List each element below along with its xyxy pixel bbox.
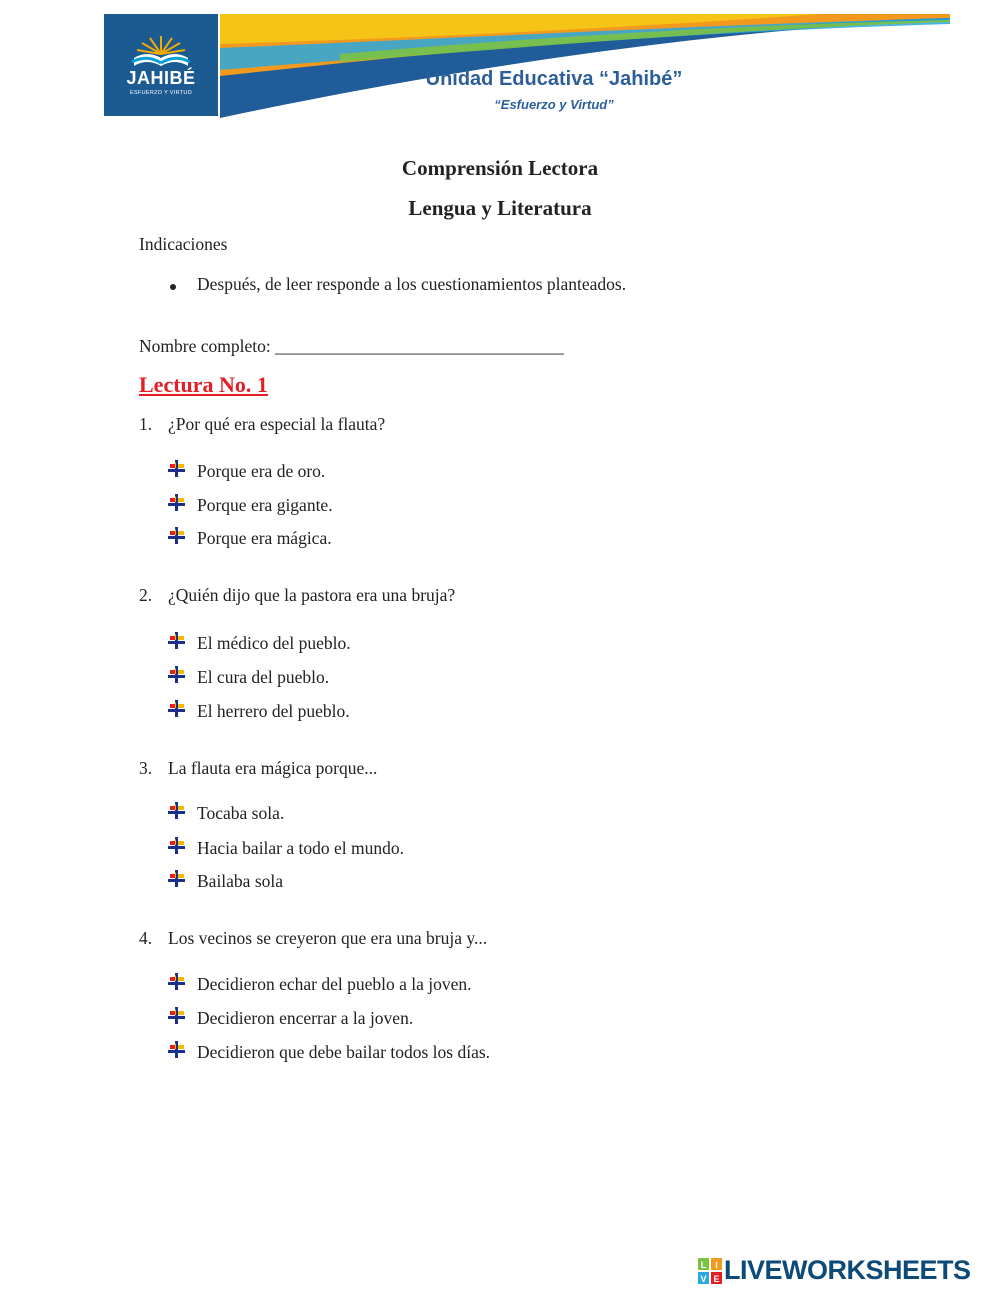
bullet-dot-icon <box>170 284 176 290</box>
question-2-option-1[interactable]: El médico del pueblo. <box>197 633 351 653</box>
school-motto: “Esfuerzo y Virtud” <box>494 97 614 112</box>
document-title: Comprensión Lectora <box>401 156 599 180</box>
name-field-label: Nombre completo: <box>139 336 271 356</box>
reading-title: Lectura No. 1 <box>139 372 268 397</box>
logo-motto: ESFUERZO Y VIRTUD <box>130 90 192 96</box>
question-3-number: 3. <box>139 758 153 778</box>
question-3-option-3[interactable]: Bailaba sola <box>197 871 284 891</box>
liveworksheets-brand: LIVEWORKSHEETS <box>724 1255 971 1285</box>
question-3-option-2[interactable]: Hacia bailar a todo el mundo. <box>197 838 405 858</box>
question-1-option-1[interactable]: Porque era de oro. <box>197 461 326 481</box>
question-3-text: La flauta era mágica porque... <box>168 758 378 778</box>
question-4-text: Los vecinos se creyeron que era una bruja y... <box>168 928 488 948</box>
open-book-sun-icon <box>104 14 218 116</box>
question-1-number: 1. <box>139 414 153 434</box>
subject-title: Lengua y Literatura <box>408 196 592 220</box>
brand-letter-i: I <box>715 1260 718 1270</box>
school-logo <box>104 14 218 116</box>
arrow-bullet-icon <box>168 802 186 820</box>
arrow-bullet-icon <box>168 666 186 684</box>
logo-name: JAHIBÉ <box>126 68 196 88</box>
arrow-bullet-icon <box>168 837 186 855</box>
arrow-bullet-icon <box>168 870 186 888</box>
arrow-bullet-icon <box>168 527 186 545</box>
question-2-option-3[interactable]: El herrero del pueblo. <box>197 701 350 721</box>
question-4-option-3[interactable]: Decidieron que debe bailar todos los días. <box>197 1042 491 1062</box>
question-1-option-3[interactable]: Porque era mágica. <box>197 528 332 548</box>
instructions-label: Indicaciones <box>139 234 228 254</box>
question-3-option-1[interactable]: Tocaba sola. <box>197 803 285 823</box>
arrow-bullet-icon <box>168 494 186 512</box>
school-name: Unidad Educativa “Jahibé” <box>425 68 683 90</box>
question-1-text: ¿Por qué era especial la flauta? <box>168 414 386 434</box>
brand-letter-l: L <box>700 1260 707 1270</box>
brand-letter-v: V <box>700 1274 707 1284</box>
question-4-option-1[interactable]: Decidieron echar del pueblo a la joven. <box>197 974 472 994</box>
question-2-option-2[interactable]: El cura del pueblo. <box>197 667 330 687</box>
name-field[interactable] <box>139 336 564 357</box>
arrow-bullet-icon <box>168 1007 186 1025</box>
brand-letter-e: E <box>713 1274 720 1284</box>
name-field-blank[interactable]: _________________________________ <box>275 336 564 356</box>
liveworksheets-blocks-icon <box>698 1258 722 1284</box>
question-4-number: 4. <box>139 928 153 948</box>
school-header <box>104 14 950 118</box>
question-2-text: ¿Quién dijo que la pastora era una bruja? <box>168 585 456 605</box>
arrow-bullet-icon <box>168 460 186 478</box>
question-2-number: 2. <box>139 585 153 605</box>
question-4-option-2[interactable]: Decidieron encerrar a la joven. <box>197 1008 414 1028</box>
arrow-bullet-icon <box>168 1041 186 1059</box>
arrow-bullet-icon <box>168 700 186 718</box>
arrow-bullet-icon <box>168 632 186 650</box>
arrow-bullet-icon <box>168 973 186 991</box>
question-1-option-2[interactable]: Porque era gigante. <box>197 495 333 515</box>
instructions-text: Después, de leer responde a los cuestionamientos planteados. <box>197 274 627 294</box>
